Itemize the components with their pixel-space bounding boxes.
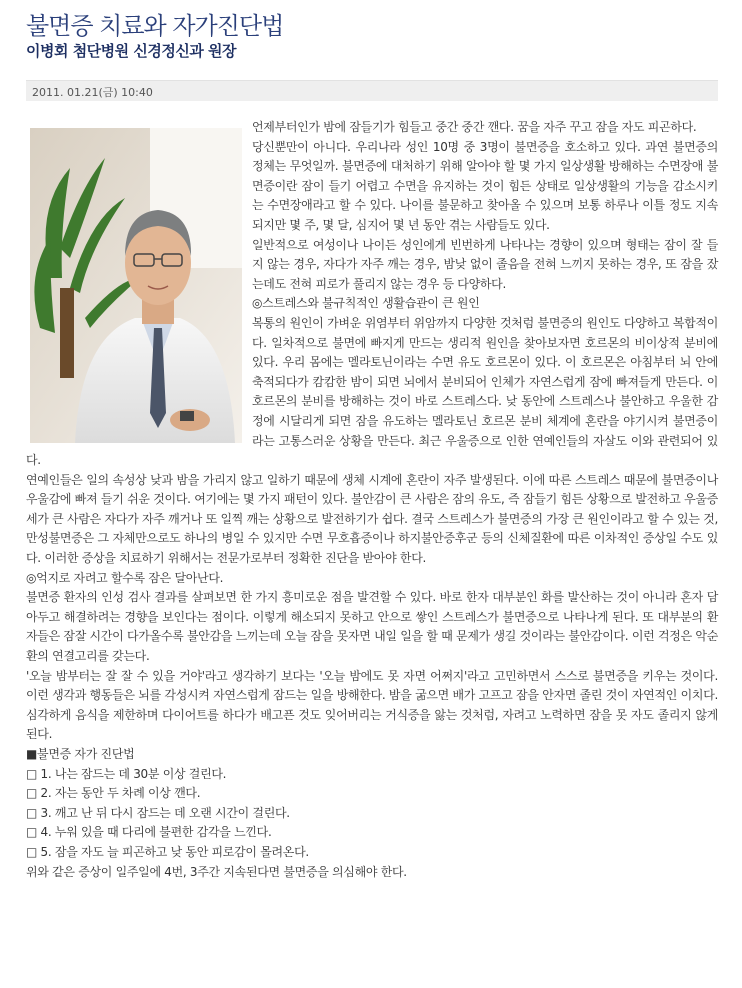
article-body	[26, 118, 718, 882]
checklist-item: □ 4. 누워 있을 때 다리에 불편한 감각을 느낀다.	[26, 825, 272, 840]
photo-spacer	[26, 118, 252, 440]
paragraph: 당신뿐만이 아니다. 우리나라 성인 10명 중 3명이 불면증을 호소하고 있다. 과연 불면증의 정체는 무엇일까. 불면증에 대처하기 위해 알아야 할 몇 가지 일상생활 방해하는 수면장애 불면증이란 잠이 들기 어렵고 수면을 유지하는 것이 힘든 상태로 일상생활의 기능을 감소시키는 수면장애라고 할 수 있다. 나이를 불문하고 찾아올 수 있으며 보통 하루나 이틀 정도 지속되지만 몇 주, 몇 달, 심지어 몇 년 동안 겪는 사람들도 있다.	[252, 139, 718, 232]
section-heading: ■불면증 자가 진단법	[26, 747, 135, 761]
paragraph: 언제부터인가 밤에 잠들기가 힘들고 중간 중간 깬다. 꿈을 자주 꾸고 잠을 자도 피곤하다.	[252, 120, 697, 134]
section-heading: ◎억지로 자려고 할수록 잠은 달아난다.	[26, 570, 224, 585]
checklist-item: □ 1. 나는 잠드는 데 30분 이상 걸린다.	[26, 766, 227, 781]
paragraph: 불면증 환자의 인성 검사 결과를 살펴보면 한 가지 흥미로운 점을 발견할 수 있다. 바로 한자 대부분인 화를 발산하는 것이 아니라 혼자 담아두고 해결하려는 경향을 보인다는 점이다. 이렇게 해소되지 못하고 안으로 쌓인 스트레스가 불면증으로 나타나게 된다. 또 대부분의 환자들은 잠잘 시간이 다가올수록 불안감을 느끼는데 오늘 잠을 못자면 내일 일을 할 때 문제가 생길 것이라는 불안감이다. 이런 걱정은 악순환의 연결고리를 갖는다.	[26, 590, 718, 664]
conclusion: 위와 같은 증상이 일주일에 4번, 3주간 지속된다면 불면증을 의심해야 한다.	[26, 864, 407, 879]
paragraph: 연예인들은 일의 속성상 낮과 밤을 가리지 않고 일하기 때문에 생체 시계에 혼란이 자주 발생된다. 이에 따른 스트레스 때문에 불면증이나 우울감에 빠져 들기 쉬운 것이다. 여기에는 몇 가지 패턴이 있다. 불안감이 큰 사람은 잠의 유도, 즉 잠들기 힘든 상황으로 발전하고 우울증세가 큰 사람은 자다가 자주 깨거나 또 일찍 깨는 상황으로 발전하기가 쉽다. 결국 스트레스가 불면증의 가장 큰 원인이라고 할 수 있는 것, 만성불면증은 그 자체만으로도 하나의 병일 수 있지만 수면 무호흡증이나 하지불안증후군 등의 신체질환에 따른 이차적인 증상일 수도 있다. 이러한 증상을 치료하기 위해서는 전문가로부터 정확한 진단을 받아야 한다.	[26, 472, 718, 566]
date-bar	[26, 80, 718, 101]
paragraph: 일반적으로 여성이나 나이든 성인에게 빈번하게 나타나는 경향이 있으며 형태는 잠이 잘 들지 않는 경우, 자다가 자주 깨는 경우, 밤낮 없이 졸음을 전혀 느끼지 못하는 경우, 또 잠을 잤는데도 전혀 피로가 풀리지 않는 경우 등 다양하다.	[252, 237, 718, 291]
article-author: 이병회 첨단병원 신경정신과 원장	[26, 42, 237, 60]
checklist-item: □ 3. 깨고 난 뒤 다시 잠드는 데 오랜 시간이 걸린다.	[26, 805, 290, 820]
article-title: 불면증 치료와 자가진단법	[26, 12, 284, 40]
paragraph: '오늘 밤부터는 잘 잘 수 있을 거야'라고 생각하기 보다는 '오늘 밤에도 못 자면 어쩌지'라고 고민하면서 스스로 불면증을 키우는 것이다. 이런 생각과 행동들은 뇌를 각성시켜 자연스럽게 잠드는 일을 방해한다. 밤을 굶으면 배가 고프고 잠을 안자면 졸린 것이 자연적인 이치다. 심각하게 음식을 제한하며 다이어트를 하다가 배고픈 것도 잊어버리는 거식증을 앓는 것처럼, 자려고 노력하면 잠을 못 자도 졸리지 않게 된다.	[26, 668, 718, 742]
paragraph: 복통의 원인이 가벼운 위염부터 위암까지 다양한 것처럼 불면증의 원인도 다양하고 복합적이다. 일차적으로 불면에 빠지게 만드는 생리적 원인을 찾아보자면 호르몬의 비이상적 분비에 있다. 우리 몸에는 멜라토닌이라는 수면 유도 호르몬이 있다. 이 호르몬은 아침부터 뇌 안에 축적되다가 캄캄한 밤이 되면 뇌에서 분비되어 인체가 자연스럽게 잠에 빠져들게 만든다. 이 호르몬의 분비를 방해하는 것이 바로 스트레스다. 낮 동안에 스트레스나 불안하고 우울한 감정에 시달리게 되면 잠을 유도하는 멜라토닌 호르몬 분비 체계에 혼란을 야기시켜 불면증이라는 고통스러운 상황을 만든다. 최근 우울증으로 인한 연예인들의 자살도 이와 관련되어 있다.	[26, 315, 718, 468]
checklist-item: □ 2. 자는 동안 두 차례 이상 깬다.	[26, 786, 201, 801]
checklist-item: □ 5. 잠을 자도 늘 피곤하고 낮 동안 피로감이 몰려온다.	[26, 844, 309, 859]
article-date: 2011. 01.21(금) 10:40	[32, 86, 153, 99]
section-heading: ◎스트레스와 불규칙적인 생활습관이 큰 원인	[252, 296, 480, 311]
